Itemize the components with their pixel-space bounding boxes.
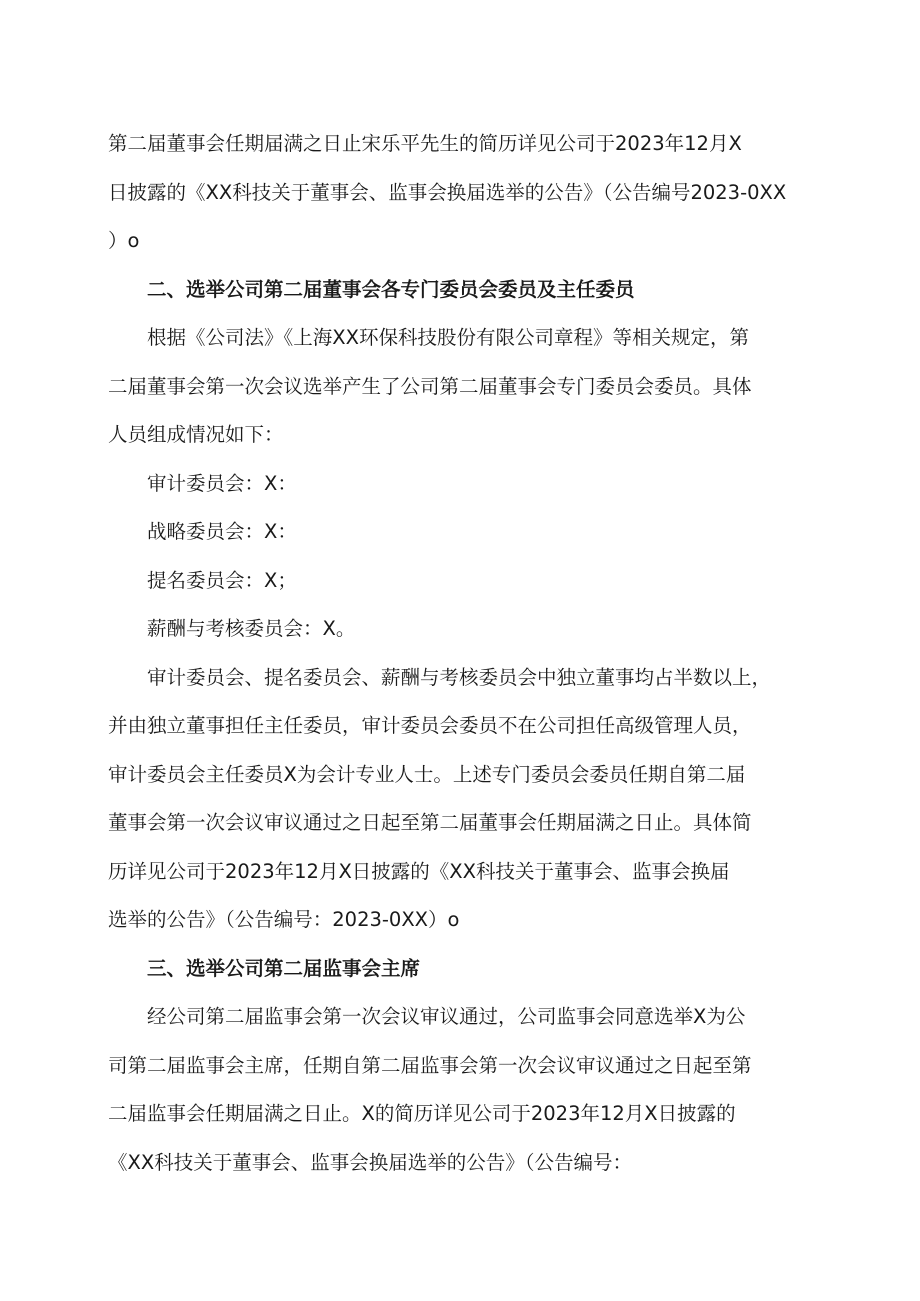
committee-strategy: 战略委员会：X： — [147, 520, 297, 543]
section-heading-2: 二、选举公司第二届董事会各专门委员会委员及主任委员 — [147, 277, 635, 301]
text-line: 日披露的《XX科技关于董事会、监事会换届选举的公告》（公告编号2023-0XX — [108, 180, 787, 204]
document-body — [108, 120, 822, 1187]
paragraph-continuation — [108, 120, 822, 266]
text-line: 《XX科技关于董事会、监事会换届选举的公告》（公告编号： — [108, 1150, 632, 1174]
committee-audit: 审计委员会：X： — [147, 471, 297, 495]
text-line: 二届董事会第一次会议选举产生了公司第二届董事会专门委员会委员。具体 — [108, 374, 752, 398]
committee-compensation: 薪酬与考核委员会：X。 — [147, 617, 356, 640]
text-line: 人员组成情况如下： — [108, 423, 284, 446]
paragraph-supervisor-chair — [108, 993, 822, 1187]
paragraph-committee-detail — [108, 654, 822, 945]
text-line: ）o — [108, 229, 140, 252]
text-line: 并由独立董事担任主任委员，审计委员会委员不在公司担任高级管理人员， — [108, 714, 752, 737]
text-line: 二届监事会任期届满之日止。X的简历详见公司于2023年12月X日披露的 — [108, 1102, 736, 1125]
text-line: 司第二届监事会主席，任期自第二届监事会第一次会议审议通过之日起至第 — [108, 1053, 752, 1077]
section-heading-3: 三、选举公司第二届监事会主席 — [147, 956, 421, 980]
text-line: 选举的公告》（公告编号：2023-0XX）o — [108, 908, 460, 931]
text-line: 根据《公司法》《上海XX环保科技股份有限公司章程》等相关规定，第 — [147, 326, 749, 349]
text-line: 审计委员会、提名委员会、薪酬与考核委员会中独立董事均占半数以上， — [147, 665, 772, 689]
text-line: 第二届董事会任期届满之日止宋乐平先生的简历详见公司于2023年12月X — [108, 132, 742, 155]
committee-nomination: 提名委员会：X； — [147, 568, 297, 592]
text-line: 董事会第一次会议审议通过之日起至第二届董事会任期届满之日止。具体简 — [108, 811, 752, 834]
paragraph-committee-intro — [108, 314, 822, 460]
text-line: 审计委员会主任委员X为会计专业人士。上述专门委员会委员任期自第二届 — [108, 762, 746, 786]
text-line: 历详见公司于2023年12月X日披露的《XX科技关于董事会、监事会换届 — [108, 859, 730, 883]
text-line: 经公司第二届监事会第一次会议审议通过，公司监事会同意选举X为公 — [147, 1005, 746, 1028]
